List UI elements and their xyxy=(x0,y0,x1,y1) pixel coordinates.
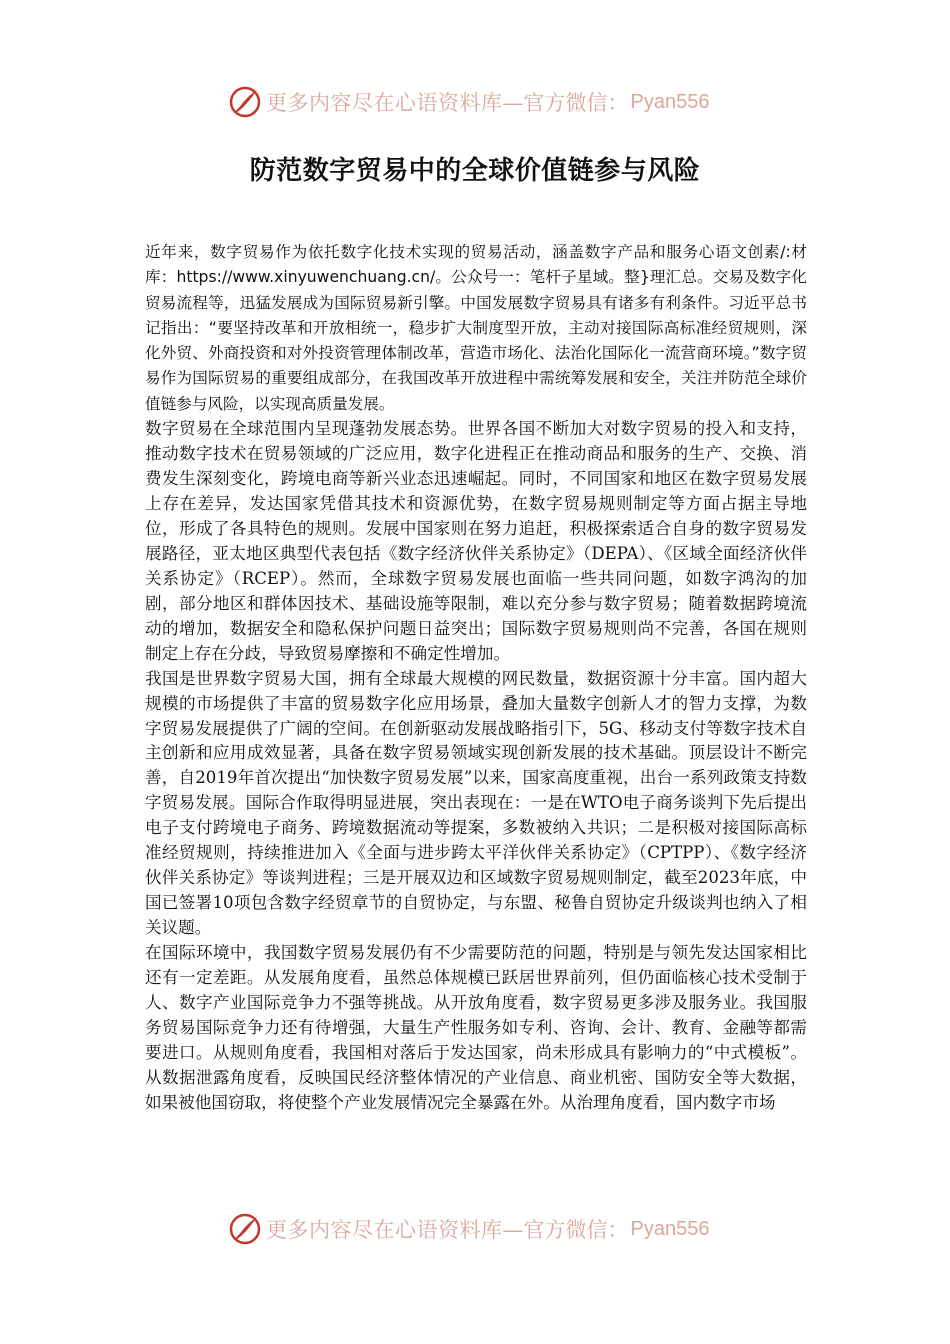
body-paragraph-2: 我国是世界数字贸易大国，拥有全球最大规模的网民数量，数据资源十分丰富。国内超大规模的市场提供了丰富的贸易数字化应用场景，叠加大量数字创新人才的智力支撑，为数字贸易发展提供了广阔的空间。在创新驱动发展战略指引下，5G、移动支付等数字技术自主创新和应用成效显著，具备在数字贸易领域实现创新发展的技术基础。顶层设计不断完善，自2019年首次提出“加快数字贸易发展”以来，国家高度重视，出台一系列政策支持数字贸易发展。国际合作取得明显进展，突出表现在：一是在WTO电子商务谈判下先后提出电子支付跨境电子商务、跨境数据流动等提案，多数被纳入共识；二是积极对接国际高标准经贸规则，持续推进加入《全面与进步跨太平洋伙伴关系协定》（CPTPP）、《数字经济伙伴关系协定》等谈判进程；三是开展双边和区域数字贸易规则制定，截至2023年底，中国已签署10项包含数字经贸章节的自贸协定，与东盟、秘鲁自贸协定升级谈判也纳入了相关议题。 xyxy=(145,668,807,938)
banner-text: 更多内容尽在心语资料库 xyxy=(266,91,503,115)
banner-content xyxy=(228,1209,709,1249)
banner-content xyxy=(228,82,709,122)
article-body xyxy=(145,240,807,1116)
body-paragraph-1: 数字贸易在全球范围内呈现蓬勃发展态势。世界各国不断加大对数字贸易的投入和支持，推动数字技术在贸易领域的广泛应用，数字化进程正在推动商品和服务的生产、交换、消费发生深刻变化，跨境电商等新兴业态迅速崛起。同时，不同国家和地区在数字贸易发展上存在差异，发达国家凭借其技术和资源优势，在数字贸易规则制定等方面占据主导地位，形成了各具特色的规则。发展中国家则在努力追赶，积极探索适合自身的数字贸易发展路径，亚太地区典型代表包括《数字经济伙伴关系协定》（DEPA）、《区域全面经济伙伴关系协定》（RCEP）。然而，全球数字贸易发展也面临一些共同问题，如数字鸿沟的加剧，部分地区和群体因技术、基础设施等限制，难以充分参与数字贸易；随着数据跨境流动的增加，数据安全和隐私保护问题日益突出；国际数字贸易规则尚不完善，各国在规则制定上存在分歧，导致贸易摩擦和不确定性增加。 xyxy=(145,419,807,663)
banner-text: 更多内容尽在心语资料库 xyxy=(266,1218,503,1242)
wechat-id: Pyan556 xyxy=(630,90,710,113)
page-title: 防范数字贸易中的全球价值链参与风险 xyxy=(249,156,701,186)
body-paragraph-3: 在国际环境中，我国数字贸易发展仍有不少需要防范的问题，特别是与领先发达国家相比还有一定差距。从发展角度看，虽然总体规模已跃居世界前列，但仍面临核心技术受制于人、数字产业国际竞争力不强等挑战。从开放角度看，数字贸易更多涉及服务业。我国服务贸易国际竞争力还有待增强，大量生产性服务如专利、咨询、会计、教育、金融等都需要进口。从规则角度看，我国相对落后于发达国家，尚未形成具有影响力的“中式模板”。从数据泄露角度看，反映国民经济整体情况的产业信息、商业机密、国防安全等大数据，如果被他国窃取，将使整个产业发展情况完全暴露在外。从治理角度看，国内数字市场 xyxy=(145,943,807,1112)
banner-separator: —官方微信： xyxy=(502,1218,629,1242)
banner-separator: —官方微信： xyxy=(502,91,629,115)
wechat-id: Pyan556 xyxy=(630,1217,710,1240)
quill-pen-logo-icon xyxy=(228,1212,262,1246)
footer-banner xyxy=(0,1209,950,1249)
header-banner xyxy=(0,82,950,122)
intro-paragraph: 近年来，数字贸易作为依托数字化技术实现的贸易活动，涵盖数字产品和服务心语文创素/:材库：https://www.xinyuwenchuang.cn/。公众号一：笔杆子星域。整}理汇总。交易及数字化贸易流程等，迅猛发展成为国际贸易新引擎。中国发展数字贸易具有诸多有利条件。习近平总书记指出：“要坚持改革和开放相统一，稳步扩大制度型开放，主动对接国际高标准经贸规则，深化外贸、外商投资和对外投资管理体制改革，营造市场化、法治化国际化一流营商环境。”数字贸易作为国际贸易的重要组成部分，在我国改革开放进程中需统筹发展和安全，关注并防范全球价值链参与风险，以实现高质量发展。 xyxy=(145,243,807,413)
quill-pen-logo-icon xyxy=(228,85,262,119)
